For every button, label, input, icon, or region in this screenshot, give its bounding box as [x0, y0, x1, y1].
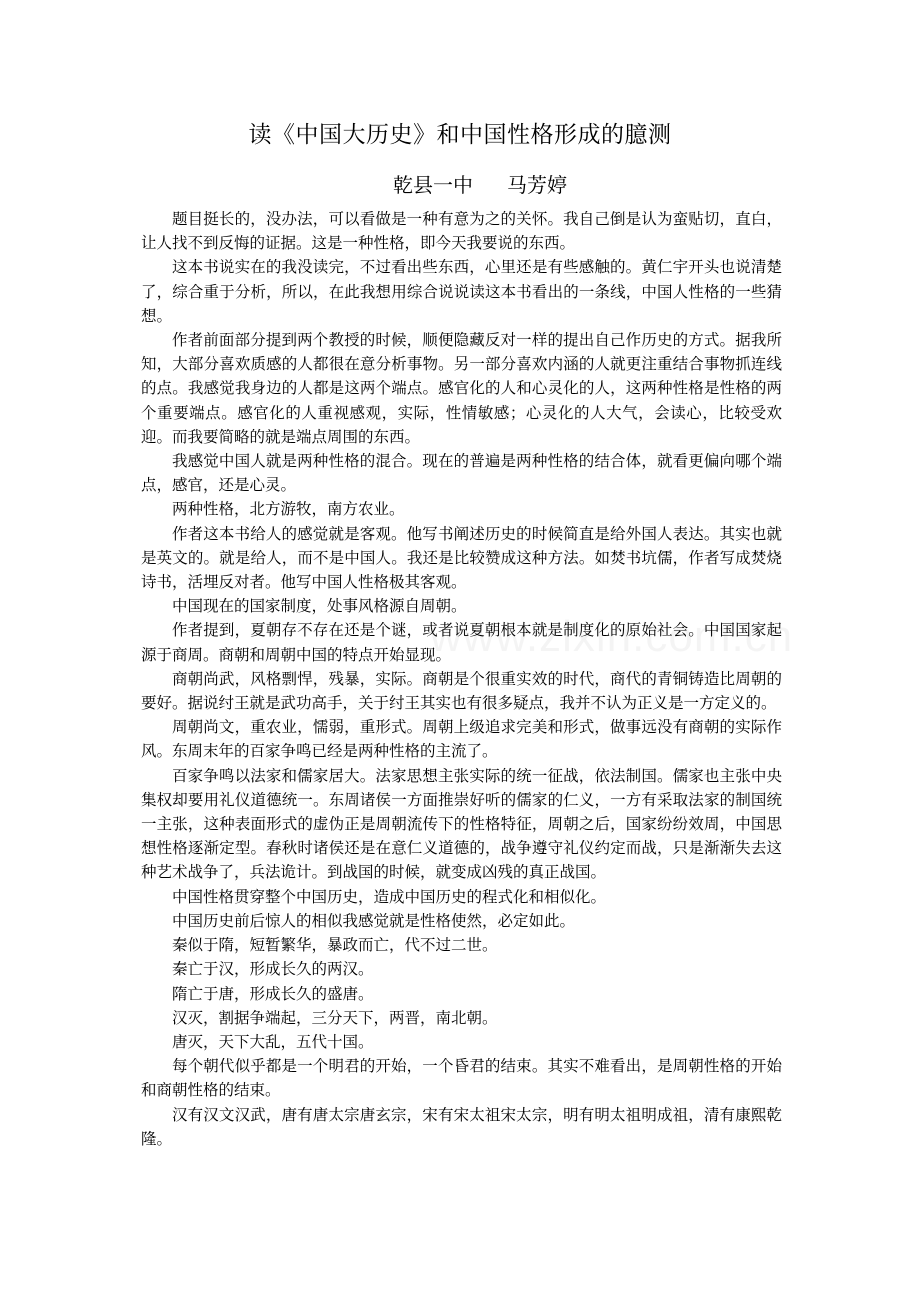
paragraph: 商朝尚武，风格剽悍，残暴，实际。商朝是个很重实效的时代，商代的青铜铸造比周朝的要好。据说纣王就是武功高手，关于纣王其实也有很多疑点，我并不认为正义是一方定义的。 [141, 669, 782, 713]
paragraph: 我感觉中国人就是两种性格的混合。现在的普遍是两种性格的结合体，就看更偏向哪个端点，感官，还是心灵。 [141, 452, 782, 495]
document-body [141, 207, 782, 1151]
paragraph: 隋亡于唐，形成长久的盛唐。 [172, 984, 374, 1003]
paragraph: 题目挺长的，没办法，可以看做是一种有意为之的关怀。我自己倒是认为蛮贴切，直白，让人找不到反悔的证据。这是一种性格，即今天我要说的东西。 [141, 210, 782, 253]
paragraph: 这本书说实在的我没读完，不过看出些东西，心里还是有些感触的。黄仁宇开头也说清楚了，综合重于分析，所以，在此我想用综合说说读这本书看出的一条线，中国人性格的一些猜想。 [141, 258, 782, 325]
paragraph: 秦亡于汉，形成长久的两汉。 [172, 960, 374, 979]
paragraph: 作者提到，夏朝存不存在还是个谜，或者说夏朝根本就是制度化的原始社会。中国国家起源于商周。商朝和周朝中国的特点开始显现。 [141, 621, 782, 664]
author-school: 乾县一中 [393, 173, 473, 197]
paragraph: 唐灭，天下大乱，五代十国。 [172, 1032, 374, 1051]
paragraph: 汉有汉文汉武，唐有唐太宗唐玄宗，宋有宋太祖宋太宗，明有明太祖明成祖，清有康熙乾隆。 [141, 1105, 782, 1148]
paragraph: 两种性格，北方游牧，南方农业。 [172, 500, 405, 519]
author-name: 马芳婷 [507, 173, 567, 197]
document-title: 读《中国大历史》和中国性格形成的臆测 [248, 122, 672, 148]
paragraph: 秦似于隋，短暂繁华，暴政而亡，代不过二世。 [172, 936, 498, 955]
paragraph: 汉灭，割据争端起，三分天下，两晋，南北朝。 [172, 1008, 498, 1027]
paragraph: 作者这本书给人的感觉就是客观。他写书阐述历史的时候简直是给外国人表达。其实也就是英文的。就是给人，而不是中国人。我还是比较赞成这种方法。如焚书坑儒，作者写成焚烧诗书，活埋反对者。他写中国人性格极其客观。 [141, 524, 782, 592]
paragraph: 百家争鸣以法家和儒家居大。法家思想主张实际的统一征战，依法制国。儒家也主张中央集权却要用礼仪道德统一。东周诸侯一方面推崇好听的儒家的仁义，一方有采取法家的制国统一主张，这种表面形式的虚伪正是周朝流传下的性格特征，周朝之后，国家纷纷效周，中国思想性格逐渐定型。春秋时诸侯还是在意仁义道德的，战争遵守礼仪约定而战，只是渐渐失去这种艺术战争了，兵法诡计。到战国的时候，就变成凶残的真正战国。 [141, 766, 782, 882]
paragraph: 中国性格贯穿整个中国历史，造成中国历史的程式化和相似化。 [172, 887, 607, 906]
paragraph: 每个朝代似乎都是一个明君的开始，一个昏君的结束。其实不难看出，是周朝性格的开始和商朝性格的结束。 [141, 1057, 782, 1100]
author-line [0, 170, 920, 200]
paragraph: 作者前面部分提到两个教授的时候，顺便隐藏反对一样的提出自己作历史的方式。据我所知，大部分喜欢质感的人都很在意分析事物。另一部分喜欢内涵的人就更注重结合事物抓连线的点。我感觉我身边的人都是这两个端点。感官化的人和心灵化的人，这两种性格是性格的两个重要端点。感官化的人重视感观，实际，性情敏感；心灵化的人大气，会读心，比较受欢迎。而我要简略的就是端点周围的东西。 [141, 331, 782, 446]
paragraph: 周朝尚文，重农业，懦弱，重形式。周朝上级追求完美和形式，做事远没有商朝的实际作风。东周末年的百家争鸣已经是两种性格的主流了。 [141, 718, 782, 761]
paragraph: 中国历史前后惊人的相似我感觉就是性格使然，必定如此。 [172, 911, 576, 930]
paragraph: 中国现在的国家制度，处事风格源自周朝。 [172, 597, 467, 616]
